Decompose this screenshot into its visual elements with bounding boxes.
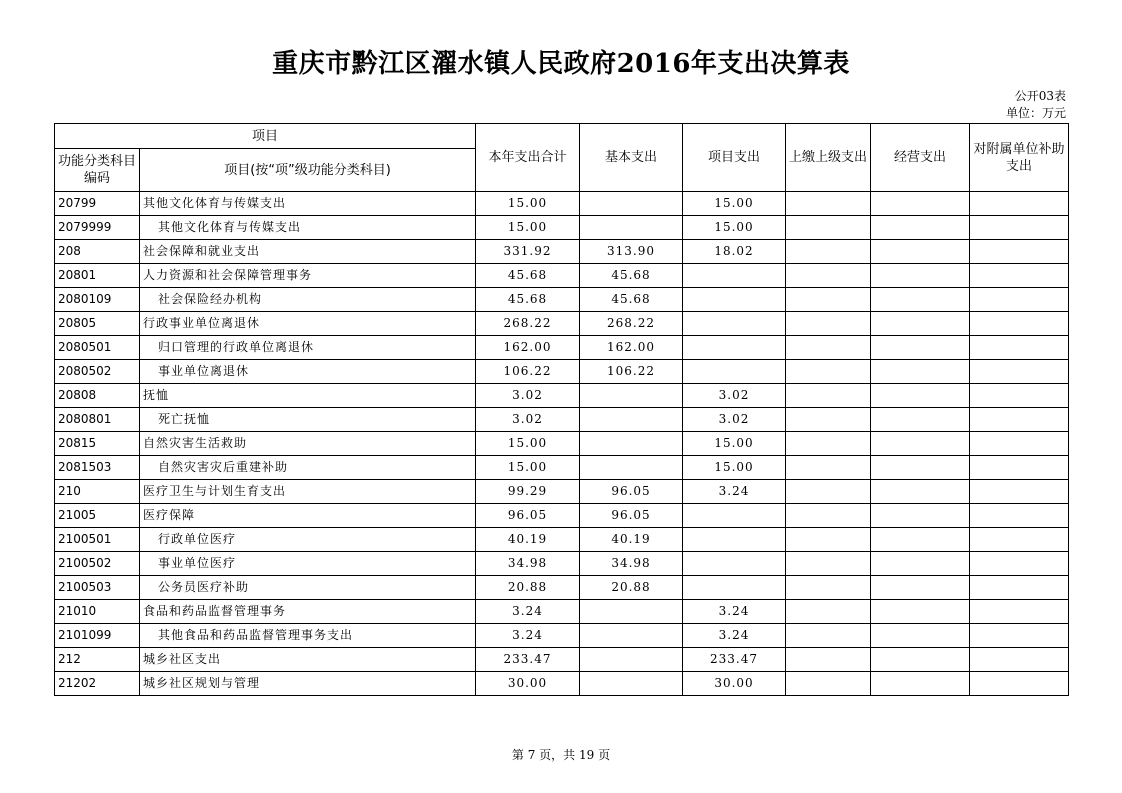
cell-name: 公务员医疗补助: [140, 576, 476, 600]
cell-business: [871, 576, 970, 600]
cell-project: 15.00: [683, 216, 786, 240]
cell-basic: 96.05: [580, 504, 683, 528]
cell-name: 归口管理的行政单位离退休: [140, 336, 476, 360]
cell-business: [871, 552, 970, 576]
cell-upper: [786, 480, 871, 504]
header-project: 项目: [55, 124, 476, 149]
page-footer: 第 7 页，共 19 页: [511, 748, 611, 762]
cell-business: [871, 504, 970, 528]
cell-total: 15.00: [476, 192, 580, 216]
cell-name: 社会保险经办机构: [140, 288, 476, 312]
cell-code: 210: [55, 480, 140, 504]
table-row: [55, 648, 1069, 672]
cell-project: 233.47: [683, 648, 786, 672]
cell-upper: [786, 240, 871, 264]
cell-code: 2080502: [55, 360, 140, 384]
table-row: [55, 456, 1069, 480]
cell-code: 21202: [55, 672, 140, 696]
cell-subsidy: [970, 288, 1069, 312]
cell-business: [871, 360, 970, 384]
table-row: [55, 576, 1069, 600]
cell-upper: [786, 600, 871, 624]
cell-code: 2080501: [55, 336, 140, 360]
cell-project: [683, 264, 786, 288]
cell-project: [683, 360, 786, 384]
cell-subsidy: [970, 504, 1069, 528]
header-code: 功能分类科目编码: [55, 149, 140, 192]
table-row: [55, 240, 1069, 264]
cell-name: 死亡抚恤: [140, 408, 476, 432]
cell-name: 行政单位医疗: [140, 528, 476, 552]
cell-basic: [580, 648, 683, 672]
unit-label: 单位：万元: [1005, 106, 1066, 120]
cell-total: 162.00: [476, 336, 580, 360]
cell-code: 2100502: [55, 552, 140, 576]
cell-name: 食品和药品监督管理事务: [140, 600, 476, 624]
cell-business: [871, 672, 970, 696]
cell-basic: [580, 216, 683, 240]
cell-subsidy: [970, 432, 1069, 456]
cell-code: 2080801: [55, 408, 140, 432]
cell-total: 233.47: [476, 648, 580, 672]
table-row: [55, 336, 1069, 360]
table-row: [55, 288, 1069, 312]
table-row: [55, 480, 1069, 504]
cell-project: [683, 552, 786, 576]
cell-project: 3.02: [683, 408, 786, 432]
cell-upper: [786, 192, 871, 216]
cell-code: 2100501: [55, 528, 140, 552]
cell-basic: 20.88: [580, 576, 683, 600]
cell-total: 30.00: [476, 672, 580, 696]
cell-upper: [786, 384, 871, 408]
cell-total: 106.22: [476, 360, 580, 384]
cell-name: 自然灾害生活救助: [140, 432, 476, 456]
cell-project: 3.24: [683, 624, 786, 648]
cell-code: 20808: [55, 384, 140, 408]
cell-business: [871, 432, 970, 456]
cell-basic: 268.22: [580, 312, 683, 336]
table-row: [55, 432, 1069, 456]
cell-upper: [786, 312, 871, 336]
cell-name: 其他文化体育与传媒支出: [140, 216, 476, 240]
cell-total: 15.00: [476, 456, 580, 480]
cell-name: 医疗卫生与计划生育支出: [140, 480, 476, 504]
cell-code: 212: [55, 648, 140, 672]
table-row: [55, 528, 1069, 552]
cell-code: 20801: [55, 264, 140, 288]
cell-subsidy: [970, 408, 1069, 432]
cell-code: 2101099: [55, 624, 140, 648]
cell-business: [871, 240, 970, 264]
cell-basic: 96.05: [580, 480, 683, 504]
cell-business: [871, 336, 970, 360]
cell-basic: [580, 192, 683, 216]
cell-basic: [580, 600, 683, 624]
table-row: [55, 264, 1069, 288]
cell-subsidy: [970, 192, 1069, 216]
cell-business: [871, 648, 970, 672]
cell-code: 2079999: [55, 216, 140, 240]
cell-total: 3.02: [476, 384, 580, 408]
cell-basic: 162.00: [580, 336, 683, 360]
cell-project: [683, 528, 786, 552]
cell-subsidy: [970, 624, 1069, 648]
header-business: 经营支出: [871, 124, 970, 192]
table-row: [55, 312, 1069, 336]
cell-basic: 106.22: [580, 360, 683, 384]
cell-name: 医疗保障: [140, 504, 476, 528]
cell-business: [871, 624, 970, 648]
cell-project: [683, 336, 786, 360]
table-row: [55, 672, 1069, 696]
cell-project: [683, 504, 786, 528]
cell-project: 18.02: [683, 240, 786, 264]
table-row: [55, 552, 1069, 576]
cell-project: 15.00: [683, 456, 786, 480]
cell-project: 3.02: [683, 384, 786, 408]
cell-total: 96.05: [476, 504, 580, 528]
cell-basic: [580, 456, 683, 480]
cell-basic: [580, 408, 683, 432]
cell-project: 30.00: [683, 672, 786, 696]
cell-upper: [786, 672, 871, 696]
table-row: [55, 192, 1069, 216]
cell-subsidy: [970, 312, 1069, 336]
table-row: [55, 504, 1069, 528]
cell-code: 208: [55, 240, 140, 264]
cell-code: 20815: [55, 432, 140, 456]
cell-project: [683, 288, 786, 312]
header-project-expenditure: 项目支出: [683, 124, 786, 192]
cell-business: [871, 264, 970, 288]
header-basic: 基本支出: [580, 124, 683, 192]
cell-subsidy: [970, 480, 1069, 504]
cell-subsidy: [970, 360, 1069, 384]
cell-business: [871, 456, 970, 480]
cell-upper: [786, 288, 871, 312]
cell-subsidy: [970, 456, 1069, 480]
cell-code: 21010: [55, 600, 140, 624]
header-name: 项目(按“项”级功能分类科目): [140, 149, 476, 192]
cell-subsidy: [970, 576, 1069, 600]
cell-upper: [786, 504, 871, 528]
cell-basic: [580, 384, 683, 408]
cell-upper: [786, 528, 871, 552]
table-row: [55, 408, 1069, 432]
cell-upper: [786, 360, 871, 384]
cell-total: 34.98: [476, 552, 580, 576]
cell-basic: 34.98: [580, 552, 683, 576]
cell-total: 15.00: [476, 216, 580, 240]
cell-upper: [786, 336, 871, 360]
cell-code: 2100503: [55, 576, 140, 600]
cell-basic: 313.90: [580, 240, 683, 264]
cell-subsidy: [970, 672, 1069, 696]
cell-subsidy: [970, 384, 1069, 408]
cell-business: [871, 288, 970, 312]
cell-upper: [786, 624, 871, 648]
cell-total: 20.88: [476, 576, 580, 600]
cell-business: [871, 384, 970, 408]
cell-total: 3.02: [476, 408, 580, 432]
cell-upper: [786, 552, 871, 576]
cell-name: 事业单位医疗: [140, 552, 476, 576]
table-row: [55, 600, 1069, 624]
cell-name: 事业单位离退休: [140, 360, 476, 384]
cell-basic: 40.19: [580, 528, 683, 552]
cell-business: [871, 312, 970, 336]
cell-code: 20805: [55, 312, 140, 336]
cell-code: 2081503: [55, 456, 140, 480]
expenditure-table: [54, 123, 1069, 696]
cell-name: 其他文化体育与传媒支出: [140, 192, 476, 216]
cell-subsidy: [970, 552, 1069, 576]
cell-name: 城乡社区规划与管理: [140, 672, 476, 696]
header-total: 本年支出合计: [476, 124, 580, 192]
cell-project: 3.24: [683, 480, 786, 504]
cell-business: [871, 192, 970, 216]
cell-upper: [786, 216, 871, 240]
cell-project: [683, 312, 786, 336]
cell-project: [683, 576, 786, 600]
cell-subsidy: [970, 648, 1069, 672]
cell-project: 15.00: [683, 432, 786, 456]
cell-upper: [786, 576, 871, 600]
cell-total: 3.24: [476, 600, 580, 624]
cell-business: [871, 600, 970, 624]
cell-upper: [786, 432, 871, 456]
cell-basic: [580, 432, 683, 456]
cell-basic: [580, 624, 683, 648]
cell-subsidy: [970, 216, 1069, 240]
cell-upper: [786, 408, 871, 432]
cell-upper: [786, 648, 871, 672]
cell-total: 45.68: [476, 264, 580, 288]
cell-name: 城乡社区支出: [140, 648, 476, 672]
cell-subsidy: [970, 336, 1069, 360]
page-title: 重庆市黔江区濯水镇人民政府2016年支出决算表: [272, 49, 850, 79]
cell-name: 其他食品和药品监督管理事务支出: [140, 624, 476, 648]
cell-upper: [786, 264, 871, 288]
cell-code: 21005: [55, 504, 140, 528]
cell-code: 2080109: [55, 288, 140, 312]
cell-business: [871, 408, 970, 432]
cell-basic: [580, 672, 683, 696]
cell-subsidy: [970, 600, 1069, 624]
cell-total: 3.24: [476, 624, 580, 648]
cell-basic: 45.68: [580, 264, 683, 288]
cell-name: 人力资源和社会保障管理事务: [140, 264, 476, 288]
cell-project: 15.00: [683, 192, 786, 216]
cell-code: 20799: [55, 192, 140, 216]
cell-name: 自然灾害灾后重建补助: [140, 456, 476, 480]
table-row: [55, 624, 1069, 648]
cell-subsidy: [970, 528, 1069, 552]
table-row: [55, 384, 1069, 408]
cell-total: 40.19: [476, 528, 580, 552]
cell-subsidy: [970, 264, 1069, 288]
cell-subsidy: [970, 240, 1069, 264]
cell-name: 抚恤: [140, 384, 476, 408]
cell-name: 行政事业单位离退休: [140, 312, 476, 336]
cell-total: 268.22: [476, 312, 580, 336]
cell-total: 99.29: [476, 480, 580, 504]
cell-business: [871, 216, 970, 240]
form-number: 公开03表: [1014, 89, 1066, 103]
header-row-1: [55, 124, 1069, 149]
cell-total: 45.68: [476, 288, 580, 312]
table-row: [55, 216, 1069, 240]
cell-total: 15.00: [476, 432, 580, 456]
cell-total: 331.92: [476, 240, 580, 264]
cell-project: 3.24: [683, 600, 786, 624]
table-row: [55, 360, 1069, 384]
cell-basic: 45.68: [580, 288, 683, 312]
header-subsidy: 对附属单位补助支出: [970, 124, 1069, 192]
cell-upper: [786, 456, 871, 480]
header-upper-remittance: 上缴上级支出: [786, 124, 871, 192]
cell-business: [871, 528, 970, 552]
cell-name: 社会保障和就业支出: [140, 240, 476, 264]
cell-business: [871, 480, 970, 504]
